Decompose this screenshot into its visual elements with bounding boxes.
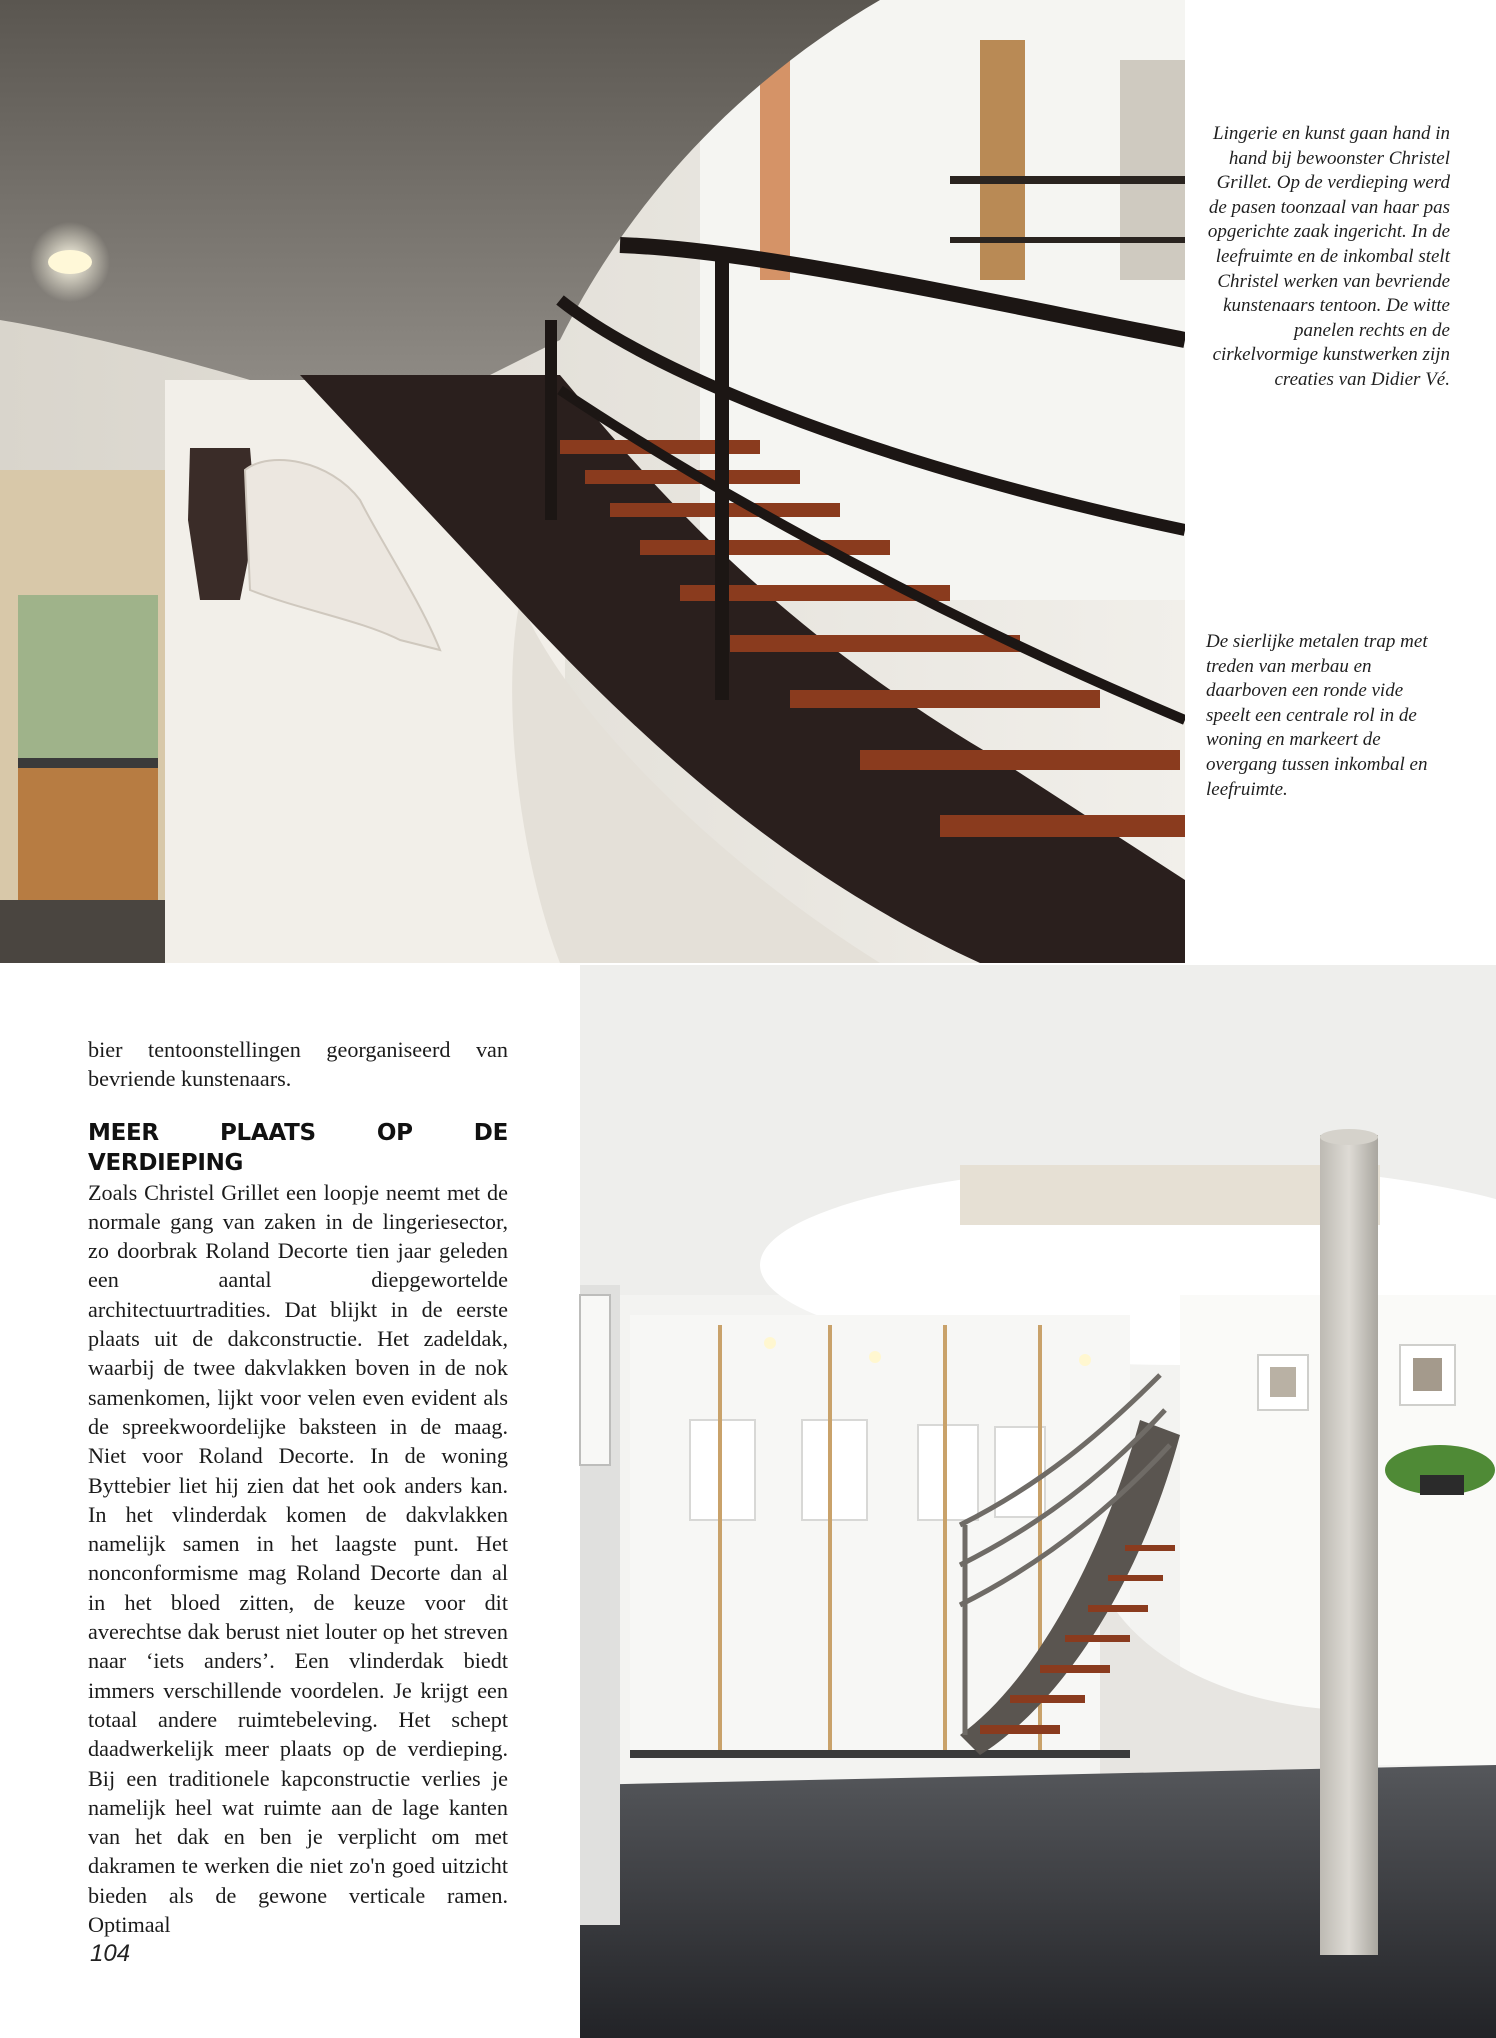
article-heading: MEER PLAATS OP DE VERDIEPING [88,1119,508,1176]
hall-photo [540,965,1496,2038]
photo-caption-top: Lingerie en kunst gaan hand in hand bij bewoonster Christel Grillet. Op de verdieping werd de pasen toonzaal van haar pas opgerichte zaak ingericht. In de leefruimte en de inkombal stelt Christel werken van bevriende kunstenaars tentoon. De witte panelen rechts en de cirkelvormige kunstwerken zijn creaties van Didier Vé. [1207,123,1450,390]
photo-caption-staircase: De sierlijke metalen trap met treden van merbau en daarboven een ronde vide speelt een centrale rol in de woning en markeert de overgang tussen inkombal en leefruimte. [1206,631,1428,800]
page-number: 104 [90,1940,131,1967]
article-column [88,1035,508,1939]
staircase-photo [0,0,1185,963]
article-intro: bier tentoonstellingen georganiseerd van bevriende kunstenaars. [88,1037,508,1092]
article-body: Zoals Christel Grillet een loopje neemt met de normale gang van zaken in de lingeriesector, zo doorbrak Roland Decorte tien jaar geleden een aantal diepgewortelde architectuurtradities. Dat blijkt in de eerste plaats uit de dakconstructie. Het zadeldak, waarbij de twee dakvlakken boven in de nok samenkomen, lijkt voor velen even evident als de spreekwoordelijke baksteen in de maag. Niet voor Roland Decorte. In de woning Byttebier liet hij zien dat het ook anders kan. In het vlinderdak komen de dakvlakken namelijk samen in het laagste punt. Het nonconformisme mag Roland Decorte dan al in het bloed zitten, de keuze voor dit averechtse dak berust niet louter op het streven naar ‘iets anders’. Een vlinderdak biedt immers verschillende voordelen. Je krijgt een totaal andere ruimtebeleving. Het schept daadwerkelijk meer plaats op de verdieping. Bij een traditionele kapconstructie verlies je namelijk heel wat ruimte aan de lage kanten van het dak en ben je verplicht om met dakramen te werken die niet zo'n goed uitzicht bieden als de gewone verticale ramen. Optimaal [88,1179,508,1938]
